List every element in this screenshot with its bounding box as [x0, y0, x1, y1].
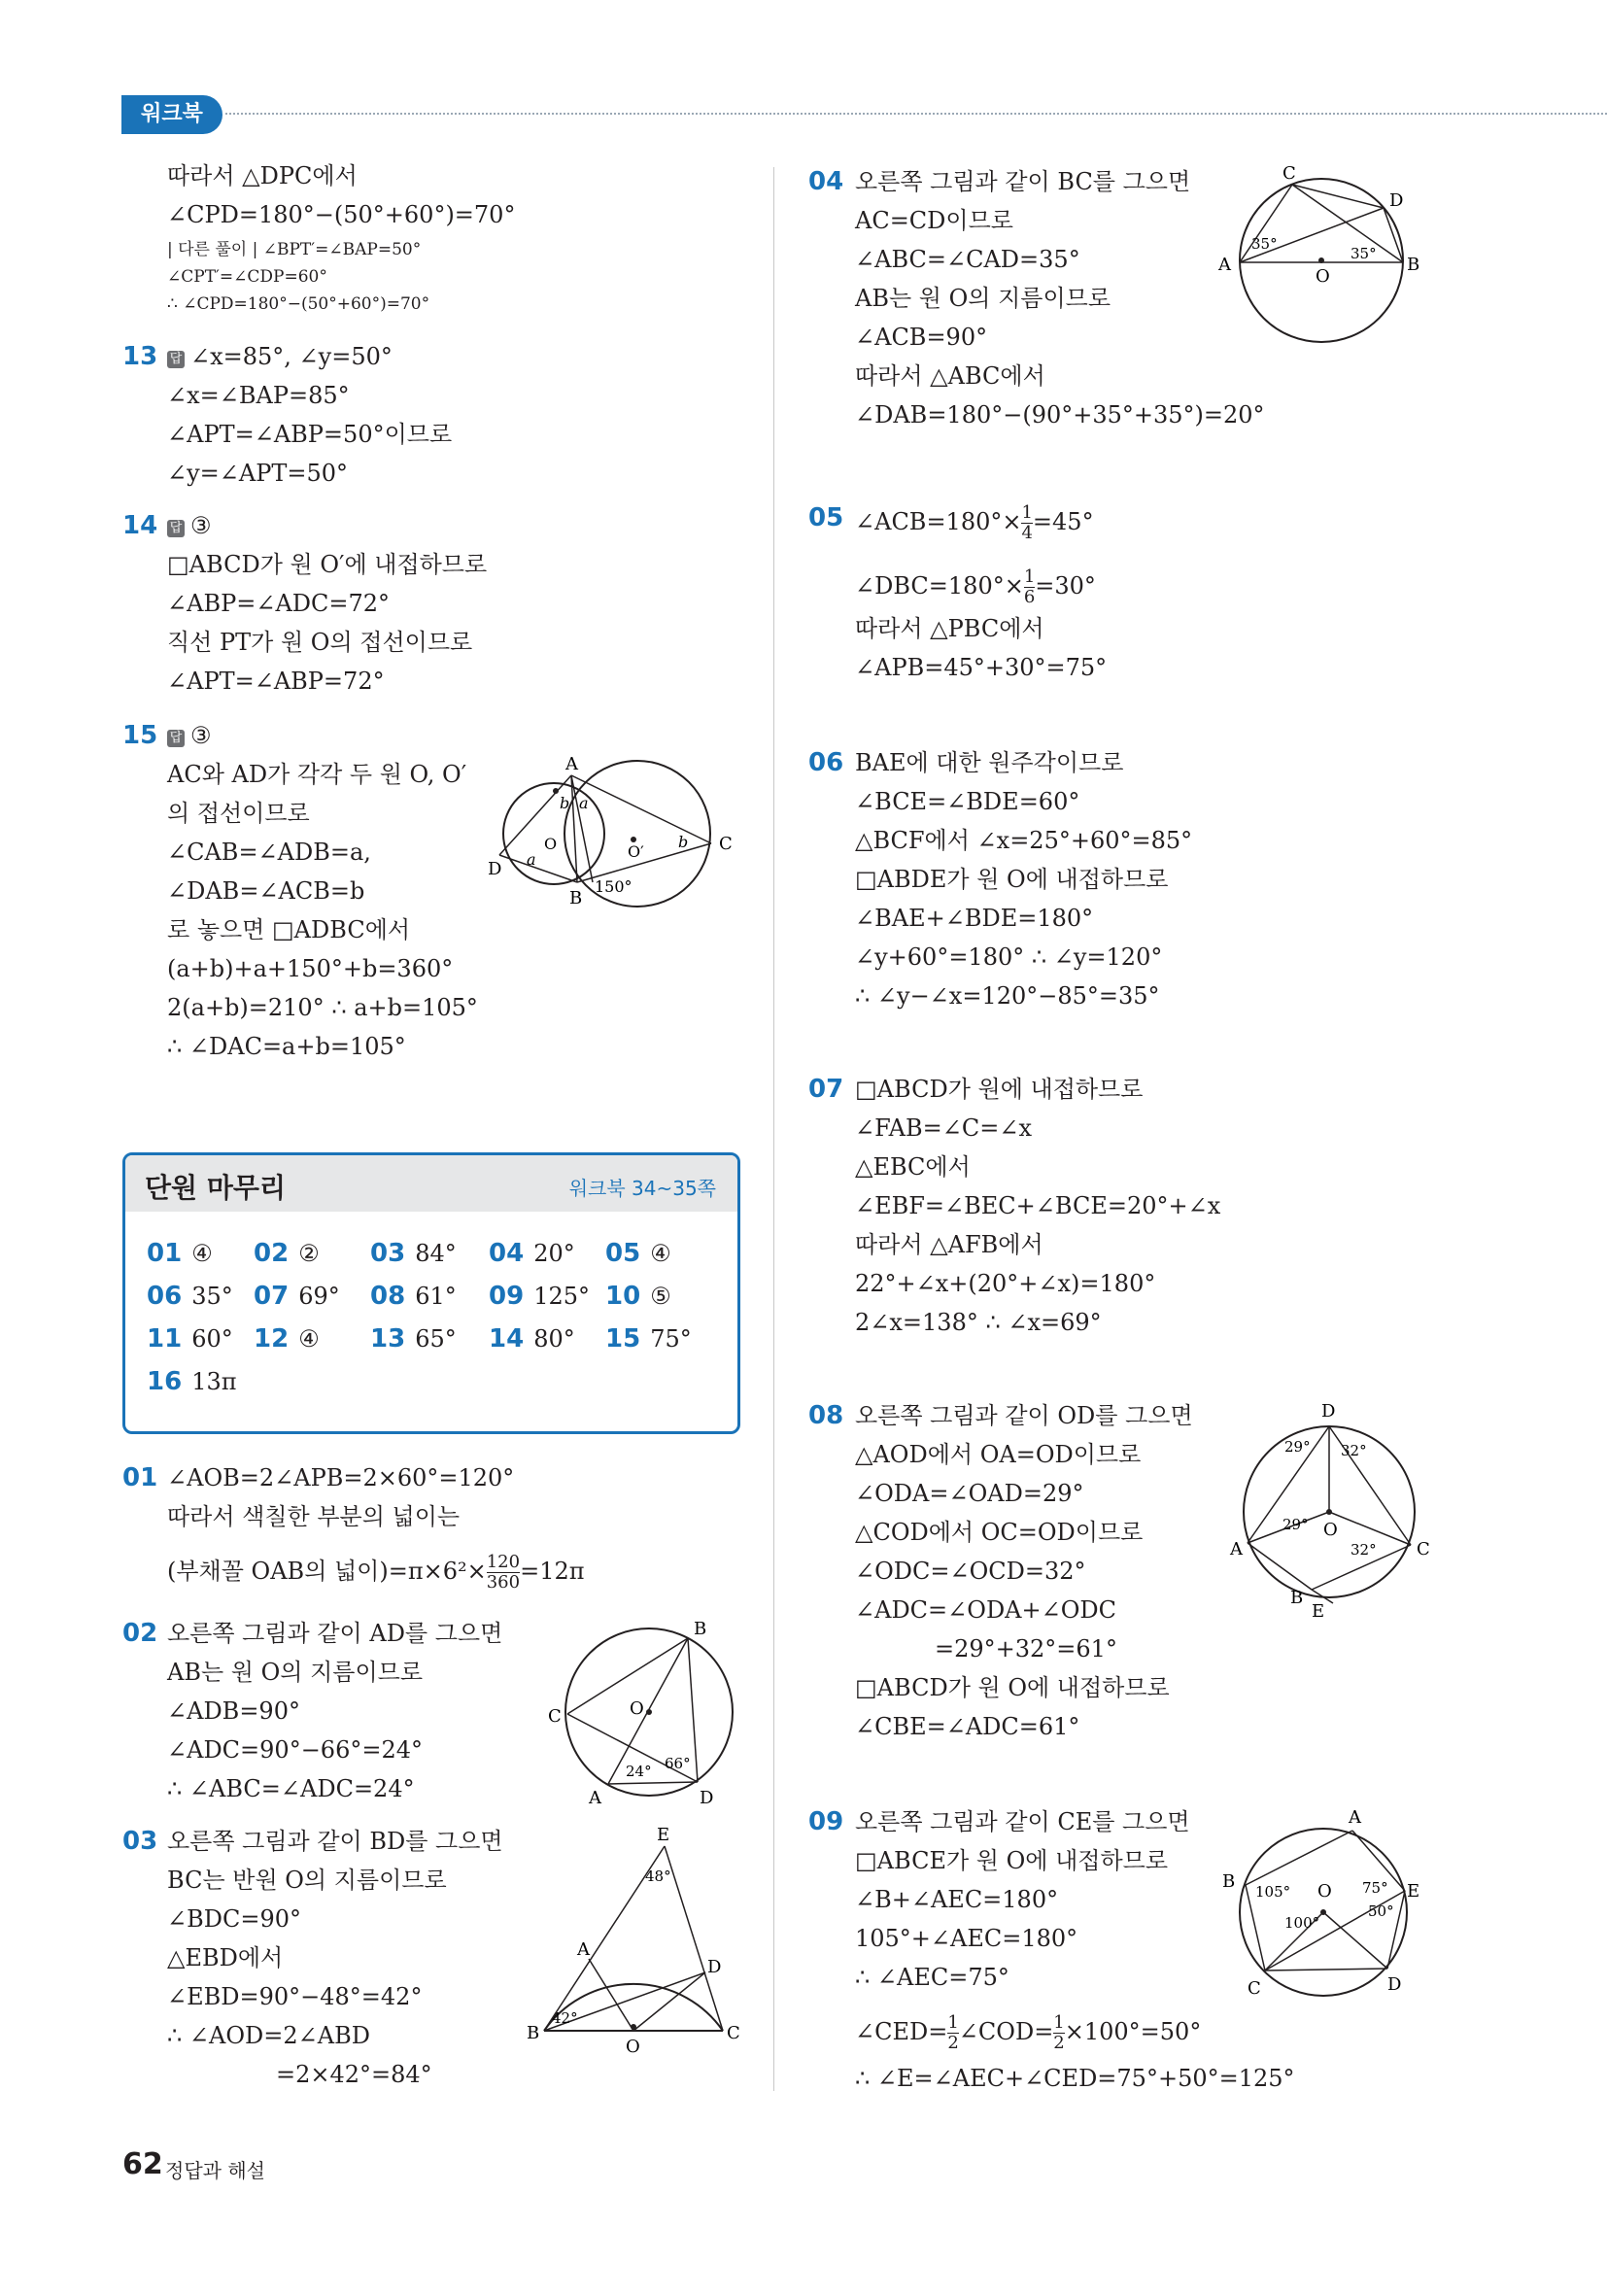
- text-line: 따라서 △DPC에서: [167, 162, 358, 189]
- text-line: 따라서 △AFB에서: [855, 1231, 1043, 1258]
- text-line: □ABCE가 원 O에 내접하므로: [855, 1847, 1169, 1874]
- fig-label: 32°: [1351, 1541, 1377, 1559]
- figure-15: [486, 748, 748, 913]
- fig-label: 35°: [1251, 235, 1278, 253]
- fig-label: D: [1387, 1974, 1402, 1995]
- fig-label: 105°: [1255, 1883, 1291, 1901]
- text-line: △EBD에서: [167, 1944, 284, 1971]
- fig-label: 100°: [1284, 1914, 1320, 1932]
- text-line: ∴ ∠ABC=∠ADC=24°: [167, 1775, 415, 1802]
- problem-number: 05: [808, 503, 844, 532]
- fig-label: O: [1317, 1881, 1332, 1902]
- text-line: ∴ ∠y−∠x=120°−85°=35°: [855, 982, 1160, 1010]
- text-line: =29°+32°=61°: [935, 1635, 1117, 1662]
- fig-label: C: [1248, 1978, 1261, 1999]
- fig-label: 75°: [1362, 1879, 1388, 1897]
- fig-label: A: [589, 1788, 601, 1807]
- fig-label: A: [1230, 1539, 1243, 1559]
- fig-label: E: [1407, 1881, 1420, 1902]
- workbook-reference: 워크북 34~35쪽: [568, 1177, 716, 1200]
- text-line: ∠CAB=∠ADB=a,: [167, 839, 371, 866]
- fig-label: C: [727, 2023, 740, 2043]
- answer-value: ③: [190, 722, 212, 749]
- fig-label: O′: [628, 842, 644, 861]
- text-line: 오른쪽 그림과 같이 BD를 그으면: [167, 1828, 503, 1855]
- fig-label: 29°: [1282, 1516, 1309, 1533]
- section-tag: 워크북: [121, 95, 222, 134]
- fig-label: E: [1312, 1601, 1325, 1622]
- problem-number: 15: [122, 721, 158, 750]
- fig-label: C: [1282, 163, 1296, 184]
- answer-badge: 답: [167, 520, 185, 537]
- text-line: ∠AOB=2∠APB=2×60°=120°: [167, 1464, 515, 1491]
- problem-number: 06: [808, 748, 844, 777]
- formula-line: (부채꼴 OAB의 넓이)=π×6²× $\frac{120}{360}$ =12π: [167, 1552, 585, 1593]
- text-line: ∠APT=∠ABP=50°이므로: [167, 421, 453, 448]
- footer-label: 정답과 해설: [165, 2159, 265, 2182]
- fraction: $\frac{120}{360}$: [486, 1552, 521, 1593]
- text-line: ∠ADB=90°: [167, 1697, 300, 1725]
- text-line: 따라서 색칠한 부분의 넓이는: [167, 1503, 461, 1530]
- answer-item: 07 69°: [254, 1282, 340, 1311]
- answer-item: 08 61°: [370, 1282, 457, 1311]
- answer-line: [167, 721, 212, 750]
- fig-label: C: [1417, 1539, 1430, 1559]
- text-line: ∴ ∠AEC=75°: [855, 1964, 1009, 1991]
- fig-label: B: [1407, 255, 1420, 275]
- fig-label: b: [678, 833, 689, 851]
- fig-label: B: [1290, 1588, 1304, 1608]
- text-line: ∠B+∠AEC=180°: [855, 1886, 1059, 1913]
- alt-solution-line: ∠CPT′=∠CDP=60°: [167, 267, 327, 287]
- text-line: □ABDE가 원 O에 내접하므로: [855, 866, 1169, 893]
- text-line: ∠y+60°=180° ∴ ∠y=120°: [855, 943, 1163, 971]
- fig-label: B: [569, 888, 583, 908]
- text-line: ∠EBF=∠BEC+∠BCE=20°+∠x: [855, 1192, 1221, 1219]
- formula-line: ∠DBC=180°× $\frac{1}{6}$ =30°: [855, 566, 1096, 607]
- fig-label: A: [1349, 1807, 1361, 1828]
- text-line: ∠BDC=90°: [167, 1905, 301, 1933]
- fig-label: O: [1316, 266, 1330, 287]
- problem-number: 03: [122, 1827, 158, 1856]
- answer-item: 14 80°: [489, 1324, 575, 1354]
- problem-number: 02: [122, 1619, 158, 1648]
- fig-label: 150°: [595, 877, 633, 896]
- formula-line: ∠CED= $\frac{1}{2}$ ∠COD= $\frac{1}{2}$ ×100°=50°: [855, 2012, 1202, 2053]
- text-line: ∠BAE+∠BDE=180°: [855, 905, 1094, 932]
- text-line: =2×42°=84°: [276, 2061, 432, 2088]
- text-line: AC=CD이므로: [855, 207, 1013, 234]
- text-line: ∠y=∠APT=50°: [167, 460, 349, 487]
- text-line: ∠ODC=∠OCD=32°: [855, 1558, 1086, 1585]
- answer-item: 03 84°: [370, 1239, 457, 1268]
- figure-03: [525, 1825, 748, 2058]
- text-line: ∠ABP=∠ADC=72°: [167, 590, 391, 617]
- header-dotted-line: [225, 113, 1607, 115]
- problem-number: 07: [808, 1075, 844, 1104]
- text-line: ∠x=∠BAP=85°: [167, 382, 350, 409]
- column-divider: [773, 167, 774, 2091]
- fig-label: 42°: [552, 2009, 578, 2027]
- text-line: ∠FAB=∠C=∠x: [855, 1114, 1032, 1142]
- page-number: 62: [122, 2147, 163, 2181]
- answer-item: 15 75°: [605, 1324, 692, 1354]
- problem-number: 09: [808, 1807, 844, 1836]
- formula-line: ∠ACB=180°× $\frac{1}{4}$ =45°: [855, 502, 1094, 543]
- answer-item: 12 ④: [254, 1324, 320, 1354]
- text-line: 의 접선이므로: [167, 800, 310, 827]
- answer-item: 11 60°: [147, 1324, 233, 1354]
- answer-line: [167, 342, 393, 371]
- fig-label: O: [626, 2037, 640, 2057]
- figure-02: [540, 1613, 744, 1807]
- text-line: △AOD에서 OA=OD이므로: [855, 1441, 1142, 1468]
- text-line: 오른쪽 그림과 같이 OD를 그으면: [855, 1402, 1193, 1429]
- text-line: ∠EBD=90°−48°=42°: [167, 1983, 423, 2010]
- fig-label: B: [527, 2023, 540, 2043]
- fig-label: O: [1323, 1520, 1338, 1540]
- answer-item: 06 35°: [147, 1282, 233, 1311]
- fraction: $\frac{1}{4}$: [1021, 502, 1033, 543]
- text-line: ∠BCE=∠BDE=60°: [855, 788, 1080, 815]
- fig-label: C: [548, 1706, 562, 1727]
- alt-solution-line: ∴ ∠CPD=180°−(50°+60°)=70°: [167, 294, 430, 314]
- text-line: ∠ODA=∠OAD=29°: [855, 1480, 1084, 1507]
- fig-label: a: [579, 794, 589, 812]
- fig-label: B: [1222, 1871, 1236, 1892]
- fig-label: 32°: [1341, 1442, 1367, 1459]
- answer-item: 02 ②: [254, 1239, 320, 1268]
- answer-badge: 답: [167, 730, 185, 747]
- answer-item: 16 13π: [147, 1367, 237, 1396]
- text-line: 로 놓으면 □ADBC에서: [167, 916, 411, 943]
- fig-label: D: [1389, 190, 1404, 211]
- figure-04: [1214, 161, 1438, 356]
- text-line: 2(a+b)=210° ∴ a+b=105°: [167, 994, 478, 1021]
- answer-item: 09 125°: [489, 1282, 590, 1311]
- fig-label: D: [488, 859, 502, 879]
- problem-number: 08: [808, 1401, 844, 1430]
- fig-label: 50°: [1368, 1902, 1394, 1920]
- text-line: ∴ ∠E=∠AEC+∠CED=75°+50°=125°: [855, 2065, 1295, 2092]
- fig-label: D: [707, 1957, 722, 1977]
- unit-review-box: [122, 1152, 740, 1434]
- problem-number: 13: [122, 342, 158, 371]
- fig-label: a: [527, 850, 536, 869]
- fig-label: 48°: [645, 1868, 671, 1885]
- text-line: 오른쪽 그림과 같이 AD를 그으면: [167, 1620, 503, 1647]
- alt-solution-line: | 다른 풀이 | ∠BPT′=∠BAP=50°: [167, 240, 422, 259]
- text-line: 따라서 △ABC에서: [855, 362, 1045, 390]
- text-line: AB는 원 O의 지름이므로: [855, 285, 1111, 312]
- text-line: □ABCD가 원 O에 내접하므로: [855, 1674, 1170, 1701]
- answer-value: ∠x=85°, ∠y=50°: [190, 343, 393, 370]
- figure-08: [1226, 1399, 1440, 1632]
- text-line: ∠ABC=∠CAD=35°: [855, 246, 1080, 273]
- text-line: AC와 AD가 각각 두 원 O, O′: [167, 761, 467, 788]
- text-line: BC는 반원 O의 지름이므로: [167, 1867, 447, 1894]
- text-line: ∠APT=∠ABP=72°: [167, 668, 385, 695]
- text-line: ∠ADC=∠ODA+∠ODC: [855, 1596, 1117, 1624]
- answer-item: 01 ④: [147, 1239, 213, 1268]
- fig-label: 24°: [626, 1763, 652, 1780]
- problem-number: 14: [122, 511, 158, 540]
- fig-label: A: [565, 754, 578, 774]
- answer-badge: 답: [167, 351, 185, 368]
- text-line: 2∠x=138° ∴ ∠x=69°: [855, 1309, 1102, 1336]
- fig-label: 29°: [1284, 1438, 1311, 1456]
- fraction: $\frac{1}{2}$: [947, 2012, 959, 2053]
- text-line: ∠ACB=90°: [855, 324, 988, 351]
- text-line: ∠APB=45°+30°=75°: [855, 654, 1108, 681]
- text-line: 105°+∠AEC=180°: [855, 1925, 1078, 1952]
- fig-label: 35°: [1351, 245, 1377, 262]
- fraction: $\frac{1}{2}$: [1053, 2012, 1065, 2053]
- text-line: ∴ ∠AOD=2∠ABD: [167, 2022, 370, 2049]
- text-line: □ABCD가 원에 내접하므로: [855, 1076, 1144, 1103]
- text-line: AB는 원 O의 지름이므로: [167, 1659, 424, 1686]
- text-line: □ABCD가 원 O′에 내접하므로: [167, 551, 488, 578]
- answer-item: 10 ⑤: [605, 1282, 671, 1311]
- fig-label: 66°: [665, 1755, 691, 1772]
- text-line: 직선 PT가 원 O의 접선이므로: [167, 629, 473, 656]
- text-line: BAE에 대한 원주각이므로: [855, 749, 1124, 776]
- text-line: △COD에서 OC=OD이므로: [855, 1519, 1144, 1546]
- text-line: 오른쪽 그림과 같이 CE를 그으면: [855, 1808, 1190, 1835]
- text-line: (a+b)+a+150°+b=360°: [167, 955, 454, 982]
- answer-line: [167, 511, 212, 540]
- fig-label: A: [577, 1939, 590, 1960]
- text-line: ∴ ∠DAC=a+b=105°: [167, 1033, 406, 1060]
- answer-item: 04 20°: [489, 1239, 575, 1268]
- text-line: 22°+∠x+(20°+∠x)=180°: [855, 1270, 1156, 1297]
- fraction: $\frac{1}{6}$: [1023, 566, 1036, 607]
- text-line: ∠CPD=180°−(50°+60°)=70°: [167, 201, 516, 228]
- text-line: ∠DAB=∠ACB=b: [167, 877, 365, 905]
- fig-label: O: [544, 835, 558, 853]
- text-line: △EBC에서: [855, 1153, 971, 1181]
- text-line: ∠ADC=90°−66°=24°: [167, 1736, 423, 1764]
- text-line: 오른쪽 그림과 같이 BC를 그으면: [855, 168, 1191, 195]
- figure-09: [1216, 1805, 1440, 2019]
- text-line: 따라서 △PBC에서: [855, 615, 1044, 642]
- fig-label: D: [1321, 1401, 1336, 1422]
- fig-label: B: [694, 1619, 707, 1639]
- fig-label: b: [560, 794, 570, 812]
- fig-label: A: [1218, 255, 1231, 275]
- answer-value: ③: [190, 512, 212, 539]
- fig-label: D: [700, 1788, 714, 1807]
- problem-number: 04: [808, 167, 844, 196]
- text-line: △BCF에서 ∠x=25°+60°=85°: [855, 827, 1193, 854]
- box-title: 단원 마무리: [145, 1172, 286, 1204]
- text-line: ∠DAB=180°−(90°+35°+35°)=20°: [855, 401, 1265, 428]
- box-header: [125, 1155, 737, 1212]
- fig-label: C: [719, 834, 733, 854]
- text-line: ∠CBE=∠ADC=61°: [855, 1713, 1080, 1740]
- problem-number: 01: [122, 1463, 158, 1492]
- answer-item: 13 65°: [370, 1324, 457, 1354]
- fig-label: E: [657, 1825, 670, 1845]
- answer-item: 05 ④: [605, 1239, 671, 1268]
- fig-label: O: [630, 1698, 644, 1719]
